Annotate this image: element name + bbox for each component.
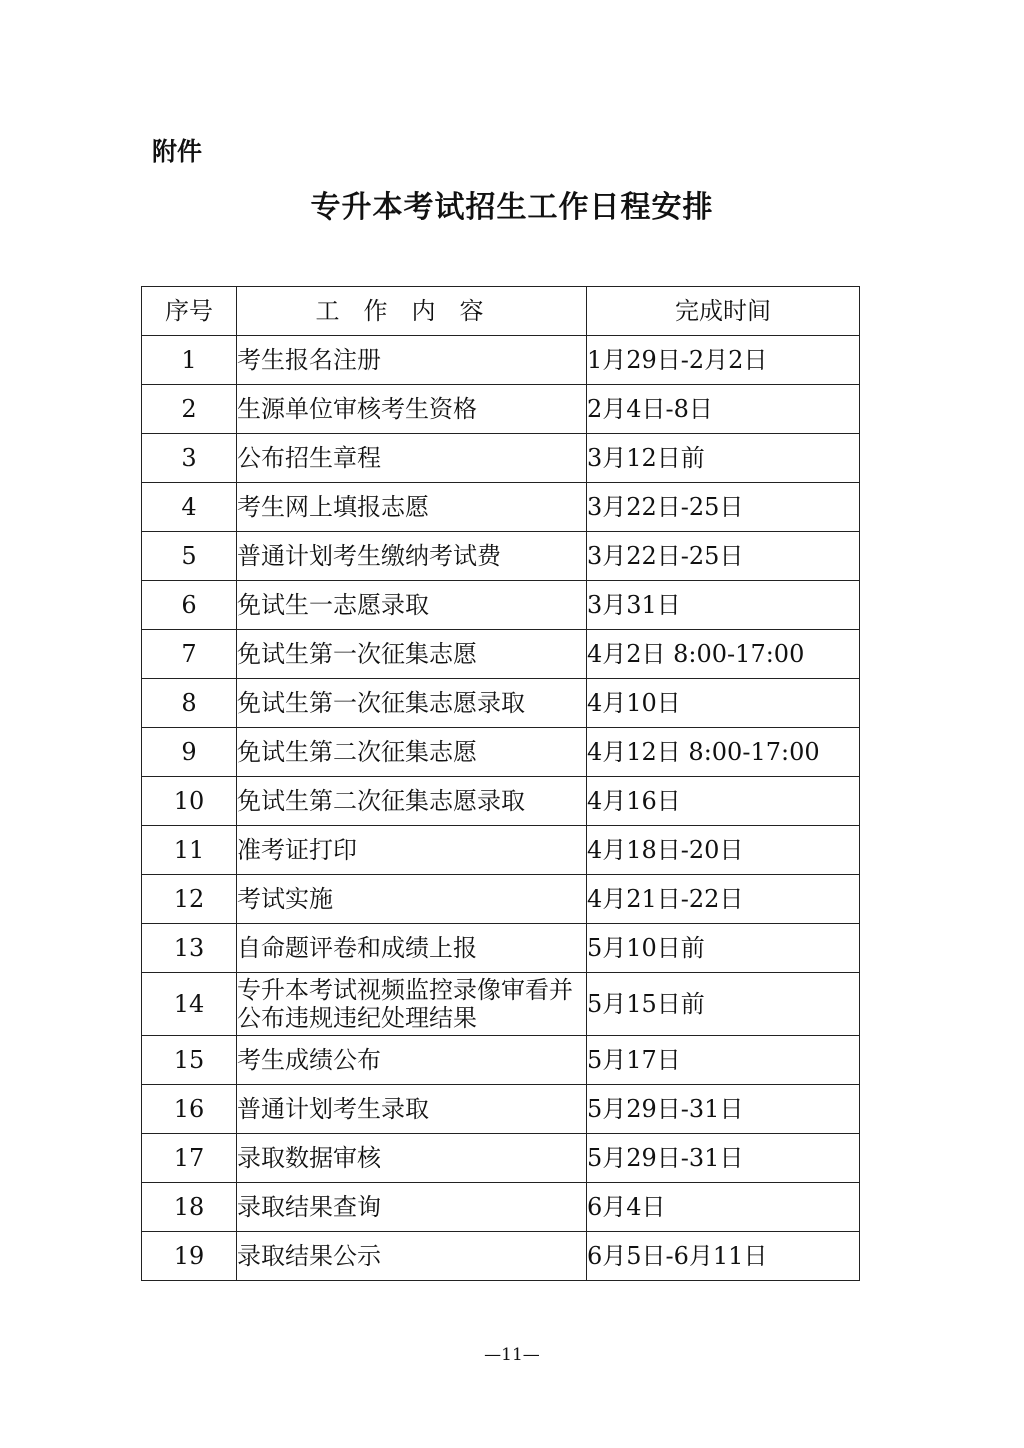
row-time: 5月17日 xyxy=(587,1036,860,1085)
row-no: 4 xyxy=(142,483,237,532)
row-time: 5月29日-31日 xyxy=(587,1085,860,1134)
row-task: 生源单位审核考生资格 xyxy=(237,385,587,434)
row-time: 6月4日 xyxy=(587,1183,860,1232)
schedule-table xyxy=(141,286,860,1281)
table-row xyxy=(142,630,860,679)
row-no: 6 xyxy=(142,581,237,630)
row-no: 19 xyxy=(142,1232,237,1281)
table-row xyxy=(142,532,860,581)
row-task: 免试生第二次征集志愿 xyxy=(237,728,587,777)
row-time: 4月21日-22日 xyxy=(587,875,860,924)
table-row xyxy=(142,581,860,630)
table-row xyxy=(142,924,860,973)
row-task: 考生成绩公布 xyxy=(237,1036,587,1085)
row-time: 4月18日-20日 xyxy=(587,826,860,875)
row-time: 5月15日前 xyxy=(587,973,860,1036)
table-row xyxy=(142,728,860,777)
row-task: 免试生第一次征集志愿 xyxy=(237,630,587,679)
table-row xyxy=(142,777,860,826)
row-time: 4月10日 xyxy=(587,679,860,728)
row-no: 17 xyxy=(142,1134,237,1183)
row-no: 2 xyxy=(142,385,237,434)
table-row xyxy=(142,1134,860,1183)
table-header-row xyxy=(142,287,860,336)
row-no: 10 xyxy=(142,777,237,826)
row-task: 录取结果查询 xyxy=(237,1183,587,1232)
row-time: 4月12日 8:00-17:00 xyxy=(587,728,860,777)
table-row xyxy=(142,973,860,1036)
row-no: 8 xyxy=(142,679,237,728)
page-number: —11— xyxy=(484,1345,540,1365)
row-time: 3月31日 xyxy=(587,581,860,630)
table-row xyxy=(142,434,860,483)
table-row xyxy=(142,679,860,728)
row-time: 5月29日-31日 xyxy=(587,1134,860,1183)
row-time: 3月12日前 xyxy=(587,434,860,483)
row-time: 6月5日-6月11日 xyxy=(587,1232,860,1281)
header-task: 工作内容 xyxy=(237,287,587,336)
table-row xyxy=(142,1183,860,1232)
row-task: 普通计划考生缴纳考试费 xyxy=(237,532,587,581)
table-row xyxy=(142,1232,860,1281)
page-title: 专升本考试招生工作日程安排 xyxy=(310,190,714,225)
row-task: 免试生一志愿录取 xyxy=(237,581,587,630)
row-no: 3 xyxy=(142,434,237,483)
header-no: 序号 xyxy=(142,287,237,336)
row-task: 录取数据审核 xyxy=(237,1134,587,1183)
row-task: 普通计划考生录取 xyxy=(237,1085,587,1134)
row-task: 考生报名注册 xyxy=(237,336,587,385)
row-time: 3月22日-25日 xyxy=(587,532,860,581)
row-time: 5月10日前 xyxy=(587,924,860,973)
row-task: 考生网上填报志愿 xyxy=(237,483,587,532)
row-time: 1月29日-2月2日 xyxy=(587,336,860,385)
table-row xyxy=(142,336,860,385)
row-task: 免试生第一次征集志愿录取 xyxy=(237,679,587,728)
row-time: 4月2日 8:00-17:00 xyxy=(587,630,860,679)
table-row xyxy=(142,826,860,875)
row-no: 12 xyxy=(142,875,237,924)
row-task: 考试实施 xyxy=(237,875,587,924)
row-task: 录取结果公示 xyxy=(237,1232,587,1281)
row-time: 3月22日-25日 xyxy=(587,483,860,532)
row-no: 14 xyxy=(142,973,237,1036)
table-row xyxy=(142,1036,860,1085)
header-time: 完成时间 xyxy=(587,287,860,336)
row-time: 4月16日 xyxy=(587,777,860,826)
table-row xyxy=(142,385,860,434)
row-no: 9 xyxy=(142,728,237,777)
row-no: 1 xyxy=(142,336,237,385)
table-row xyxy=(142,483,860,532)
row-no: 5 xyxy=(142,532,237,581)
table-row xyxy=(142,1085,860,1134)
row-task: 免试生第二次征集志愿录取 xyxy=(237,777,587,826)
table-row xyxy=(142,875,860,924)
row-no: 16 xyxy=(142,1085,237,1134)
row-task: 公布招生章程 xyxy=(237,434,587,483)
row-task: 自命题评卷和成绩上报 xyxy=(237,924,587,973)
row-time: 2月4日-8日 xyxy=(587,385,860,434)
attachment-label: 附件 xyxy=(152,137,203,166)
row-no: 18 xyxy=(142,1183,237,1232)
row-task: 准考证打印 xyxy=(237,826,587,875)
row-no: 15 xyxy=(142,1036,237,1085)
row-no: 7 xyxy=(142,630,237,679)
row-no: 13 xyxy=(142,924,237,973)
row-no: 11 xyxy=(142,826,237,875)
row-task: 专升本考试视频监控录像审看并公布违规违纪处理结果 xyxy=(237,973,587,1036)
